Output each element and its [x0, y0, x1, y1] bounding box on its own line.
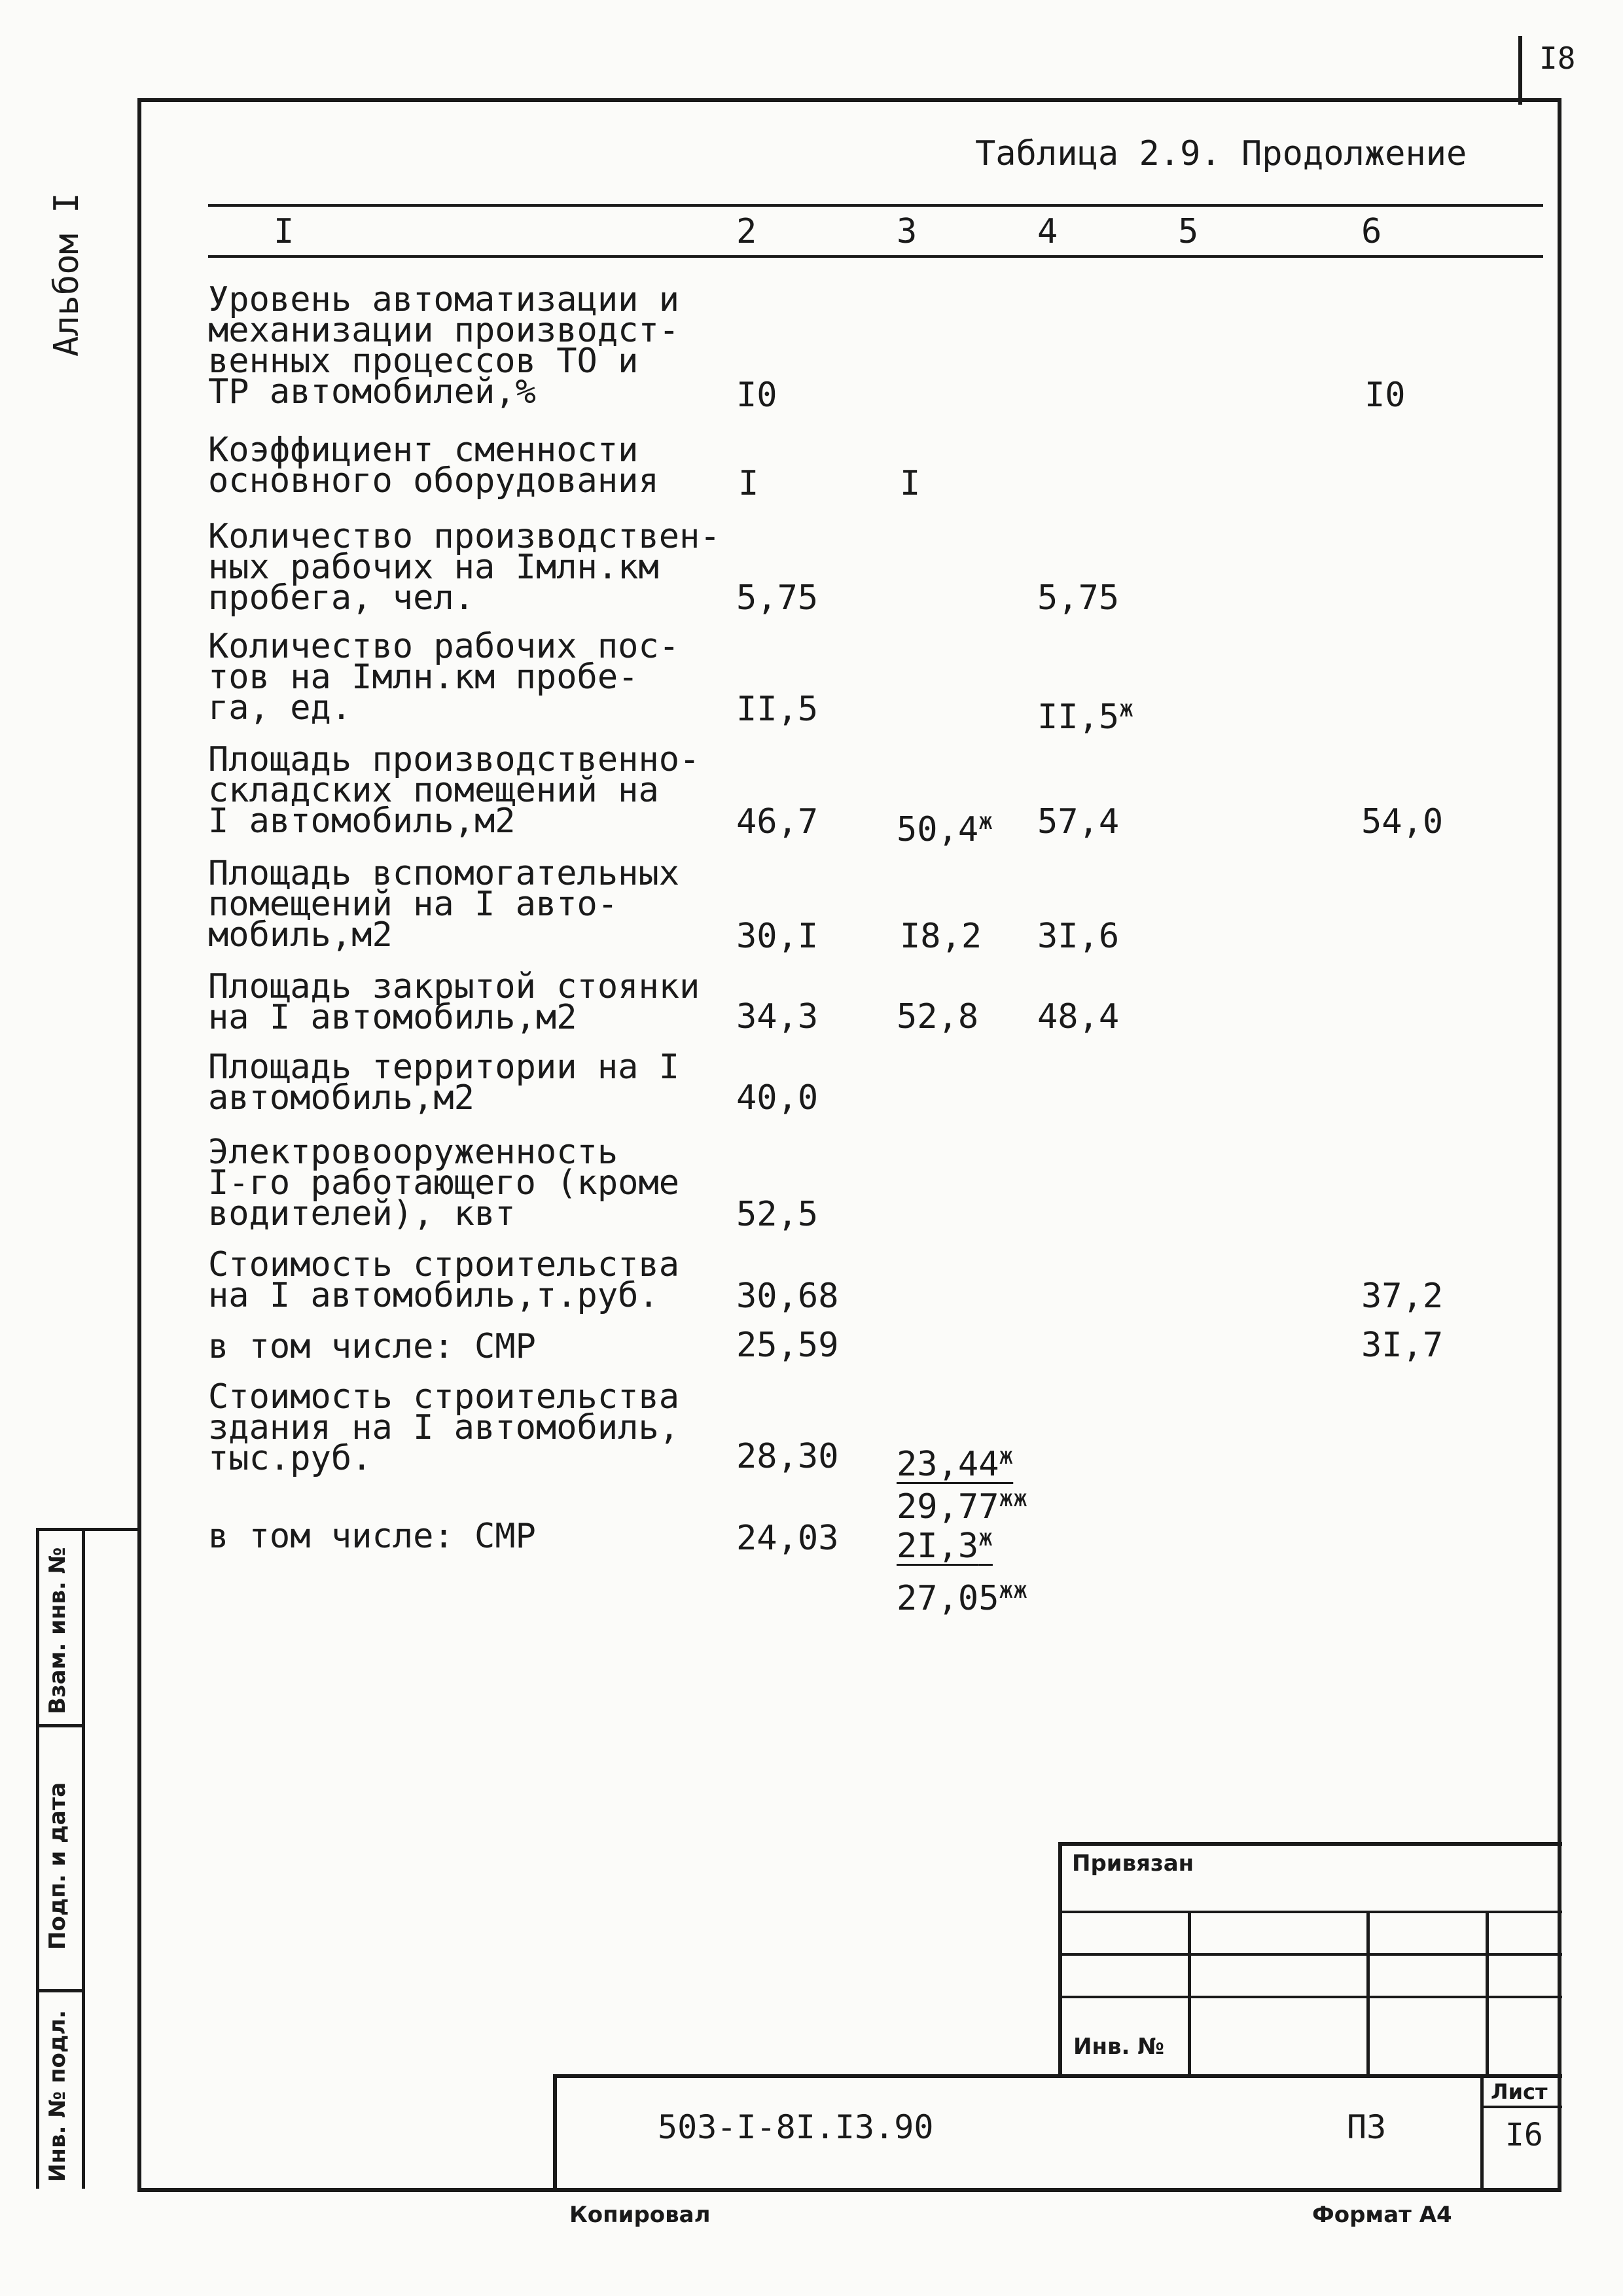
stamp-inv-podl: Инв. № подл. [45, 2009, 71, 2182]
row-value-col4: 48,4 [1037, 997, 1120, 1036]
row-value-col3: $50,4^ж$ [897, 808, 993, 849]
row-label: Площадь вспомогательных помещений на I авто- мобиль,м2 [208, 854, 680, 955]
row-value-col2: 28,30 [736, 1437, 839, 1476]
row-value-col3: 52,8 [897, 997, 979, 1036]
row-value-col3-top: $2I,3^ж$ [897, 1525, 993, 1566]
header-top-rule [208, 204, 1543, 207]
row-value-col2: 46,7 [736, 802, 819, 841]
privyazan-label: Привязан [1072, 1850, 1194, 1877]
row-value-col3-bottom: $27,05^{жж}$ [897, 1577, 1027, 1618]
row-value-col2: 34,3 [736, 997, 819, 1036]
row-label: Коэффициент сменности основного оборудования [208, 431, 659, 501]
row-value-col3-top: $23,44^ж$ [897, 1443, 1014, 1484]
footnote-mark: жж [999, 1577, 1027, 1604]
row-value-col6: 37,2 [1361, 1277, 1444, 1316]
row-value-col3-bottom: $29,77^{жж}$ [897, 1485, 1027, 1527]
stamp-podp-data: Подп. и дата [45, 1782, 71, 1950]
row-value-col4: 5,75 [1037, 578, 1120, 618]
row-value-col2: 40,0 [736, 1078, 819, 1118]
row-value-col2: I [738, 464, 759, 503]
col-header-5: 5 [1178, 212, 1199, 251]
album-label: Альбом I [47, 192, 86, 357]
document-code: 503-I-8I.I3.90 [658, 2108, 934, 2146]
sheet-number: I6 [1505, 2117, 1543, 2153]
inv-no-label: Инв. № [1073, 2034, 1165, 2060]
row-value-col4: 57,4 [1037, 802, 1120, 841]
footer-format: Формат А4 [1312, 2202, 1452, 2228]
row-value-col6: 3I,7 [1361, 1326, 1444, 1365]
row-label: Количество производствен- ных рабочих на Iмлн.км пробега, чел. [208, 517, 721, 618]
stamp-vzam-inv: Взам. инв. № [45, 1547, 71, 1714]
footnote-mark: ж [1119, 696, 1133, 722]
col-header-4: 4 [1037, 212, 1058, 251]
footnote-mark: ж [978, 1525, 993, 1551]
row-label: Количество рабочих пос- тов на Iмлн.км пробе- га, ед. [208, 627, 680, 728]
row-label: Стоимость строительства здания на I автомобиль, тыс.руб. [208, 1377, 680, 1478]
footnote-mark: жж [999, 1485, 1027, 1512]
row-value-col3: I [900, 464, 921, 503]
table-caption: Таблица 2.9. Продолжение [975, 134, 1467, 173]
document-type: ПЗ [1347, 2108, 1387, 2146]
row-label: Площадь производственно- складских помещений на I автомобиль,м2 [208, 740, 700, 841]
col-header-3: 3 [897, 212, 918, 251]
row-value-col4: 3I,6 [1037, 917, 1120, 956]
row-value-col2: II,5 [736, 690, 819, 729]
footnote-mark: ж [999, 1443, 1014, 1470]
footer-copied: Копировал [569, 2202, 711, 2228]
col-header-1: I [274, 212, 294, 251]
row-label: в том числе: СМР [208, 1327, 536, 1366]
page-number: I8 [1539, 41, 1576, 76]
row-value-col2: 30,68 [736, 1277, 839, 1316]
row-value-col6: 54,0 [1361, 802, 1444, 841]
sheet-label: Лист [1491, 2079, 1548, 2104]
row-label: Уровень автоматизации и механизации производст- венных процессов ТО и ТР автомобилей,% [208, 280, 680, 412]
row-value-col4: $II,5^ж$ [1037, 696, 1133, 737]
col-header-6: 6 [1361, 212, 1382, 251]
row-label: Стоимость строительства на I автомобиль,т.руб. [208, 1245, 680, 1315]
col-header-2: 2 [736, 212, 757, 251]
footnote-mark: ж [978, 808, 993, 835]
row-value-col2: 30,I [736, 917, 819, 956]
header-bottom-rule [208, 255, 1543, 258]
row-value-col2: 24,03 [736, 1519, 839, 1558]
row-value-col6: I0 [1364, 376, 1406, 415]
row-value-col2: 5,75 [736, 578, 819, 618]
row-value-col2: I0 [736, 376, 777, 415]
row-value-col2: 25,59 [736, 1326, 839, 1365]
row-label: Электровооруженность I-го работающего (кроме водителей), квт [208, 1133, 680, 1233]
row-value-col3: I8,2 [900, 917, 982, 956]
row-label: Площадь территории на I автомобиль,м2 [208, 1048, 680, 1118]
row-label: в том числе: СМР [208, 1517, 536, 1556]
row-label: Площадь закрытой стоянки на I автомобиль,м2 [208, 967, 700, 1037]
row-value-col2: 52,5 [736, 1195, 819, 1234]
